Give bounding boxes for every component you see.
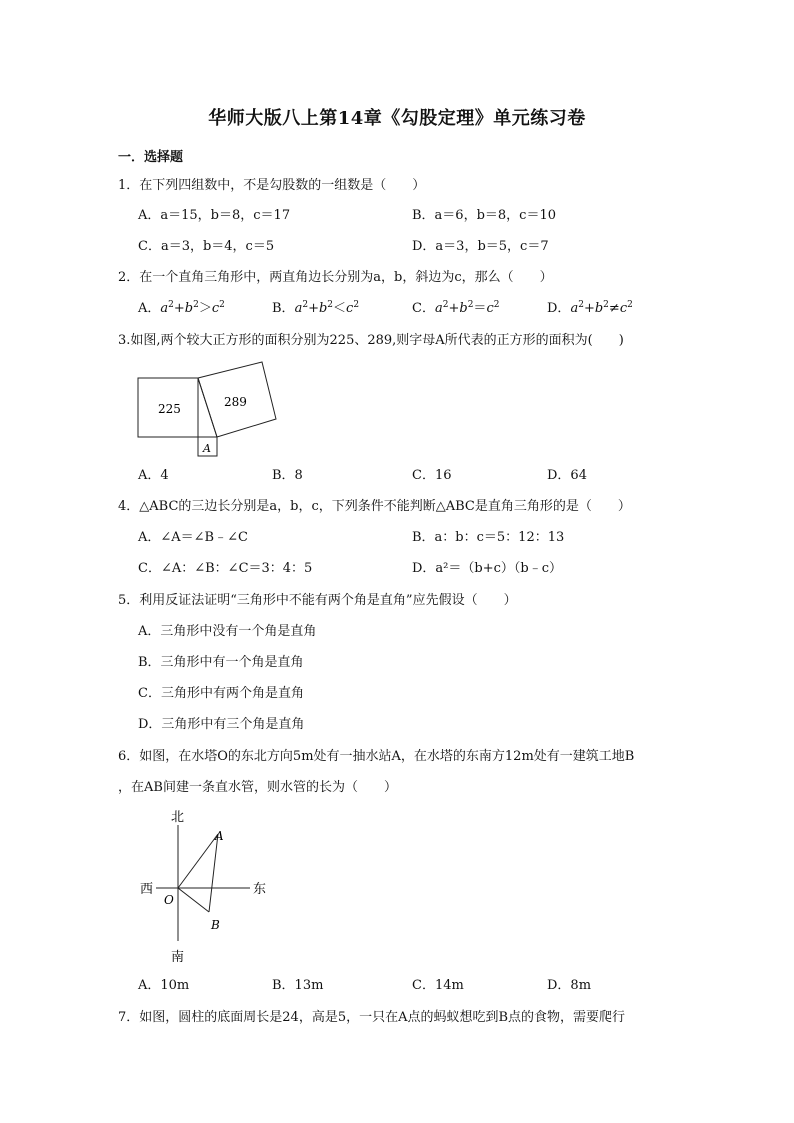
point-o-label: O <box>164 893 174 907</box>
question-2-option-c[interactable]: C．$a^2+b^2=c^2$ <box>412 300 500 316</box>
relation-symbol: ＜ <box>333 301 347 316</box>
question-4-option-d[interactable]: D．a²＝（b+c）（b﹣c） <box>412 561 562 576</box>
square-a-label: A <box>203 442 211 455</box>
option-letter: B． <box>272 301 295 316</box>
question-7-stem: 7．如图，圆柱的底面周长是24，高是5，一只在A点的蚂蚁想吃到B点的食物，需要爬行 <box>118 1010 626 1025</box>
question-4-option-a[interactable]: A．∠A＝∠B﹣∠C <box>138 530 248 545</box>
segment-oa <box>178 834 218 888</box>
segment-ob <box>178 888 209 912</box>
square-289-label: 289 <box>224 395 247 409</box>
question-3-option-a[interactable]: A．4 <box>138 468 169 483</box>
east-label: 东 <box>253 882 267 897</box>
question-4-option-b[interactable]: B．a：b：c＝5：12：13 <box>412 530 565 545</box>
question-3-option-b[interactable]: B．8 <box>272 468 303 483</box>
relation-symbol: ＞ <box>198 301 212 316</box>
option-letter: C． <box>412 301 435 316</box>
north-label: 北 <box>171 810 185 825</box>
question-6-option-d[interactable]: D．8m <box>547 978 592 993</box>
question-4-stem: 4．△ABC的三边长分别是a，b，c，下列条件不能判断△ABC是直角三角形的是（ ） <box>118 499 631 514</box>
question-1-option-a[interactable]: A．a＝15，b＝8，c＝17 <box>138 208 291 223</box>
question-2-option-d[interactable]: D．$a^2+b^2\ne c^2$ <box>547 300 633 316</box>
question-5-option-a[interactable]: A．三角形中没有一个角是直角 <box>138 624 317 639</box>
question-1-option-d[interactable]: D．a＝3，b＝5，c＝7 <box>412 239 549 254</box>
square-225-label: 225 <box>158 402 181 416</box>
compass-figure <box>136 805 276 965</box>
point-a-label: A <box>215 829 224 843</box>
question-3-option-c[interactable]: C．16 <box>412 468 452 483</box>
question-2-option-a[interactable]: A．$a^2+b^2>c^2$ <box>138 300 225 316</box>
squares-figure <box>130 360 290 460</box>
option-letter: D． <box>547 301 571 316</box>
question-2-stem: 2．在一个直角三角形中，两直角边长分别为a，b，斜边为c，那么（ ） <box>118 270 553 285</box>
question-6-stem-line1: 6．如图，在水塔O的东北方向5m处有一抽水站A，在水塔的东南方12m处有一建筑工地B <box>118 749 635 764</box>
question-1-option-b[interactable]: B．a＝6，b＝8，c＝10 <box>412 208 556 223</box>
option-letter: A． <box>138 301 161 316</box>
question-6-option-a[interactable]: A．10m <box>138 978 190 993</box>
relation-symbol: ＝ <box>473 301 487 316</box>
question-6-option-c[interactable]: C．14m <box>412 978 464 993</box>
question-5-option-b[interactable]: B．三角形中有一个角是直角 <box>138 655 304 670</box>
question-2-option-b[interactable]: B．$a^2+b^2<c^2$ <box>272 300 360 316</box>
relation-symbol: ≠ <box>608 301 620 316</box>
question-6-option-b[interactable]: B．13m <box>272 978 324 993</box>
question-5-option-c[interactable]: C．三角形中有两个角是直角 <box>138 686 304 701</box>
south-label: 南 <box>171 950 185 965</box>
question-4-option-c[interactable]: C．∠A：∠B：∠C＝3：4：5 <box>138 561 313 576</box>
question-1-option-c[interactable]: C．a＝3，b＝4，c＝5 <box>138 239 275 254</box>
section-heading: 一．选择题 <box>118 150 184 165</box>
point-b-label: B <box>211 918 220 932</box>
question-3-option-d[interactable]: D．64 <box>547 468 587 483</box>
west-label: 西 <box>140 882 154 897</box>
right-triangle-edge <box>198 378 217 437</box>
segment-ab <box>209 834 218 912</box>
question-1-stem: 1．在下列四组数中，不是勾股数的一组数是（ ） <box>118 178 426 193</box>
question-5-option-d[interactable]: D．三角形中有三个角是直角 <box>138 717 305 732</box>
question-3-stem: 3.如图,两个较大正方形的面积分别为225、289,则字母A所代表的正方形的面积为( ) <box>118 333 624 348</box>
question-5-stem: 5．利用反证法证明“三角形中不能有两个角是直角”应先假设（ ） <box>118 593 517 608</box>
page-title: 华师大版八上第14章《勾股定理》单元练习卷 <box>208 108 586 129</box>
question-6-stem-line2: ，在AB间建一条直水管，则水管的长为（ ） <box>118 780 397 795</box>
